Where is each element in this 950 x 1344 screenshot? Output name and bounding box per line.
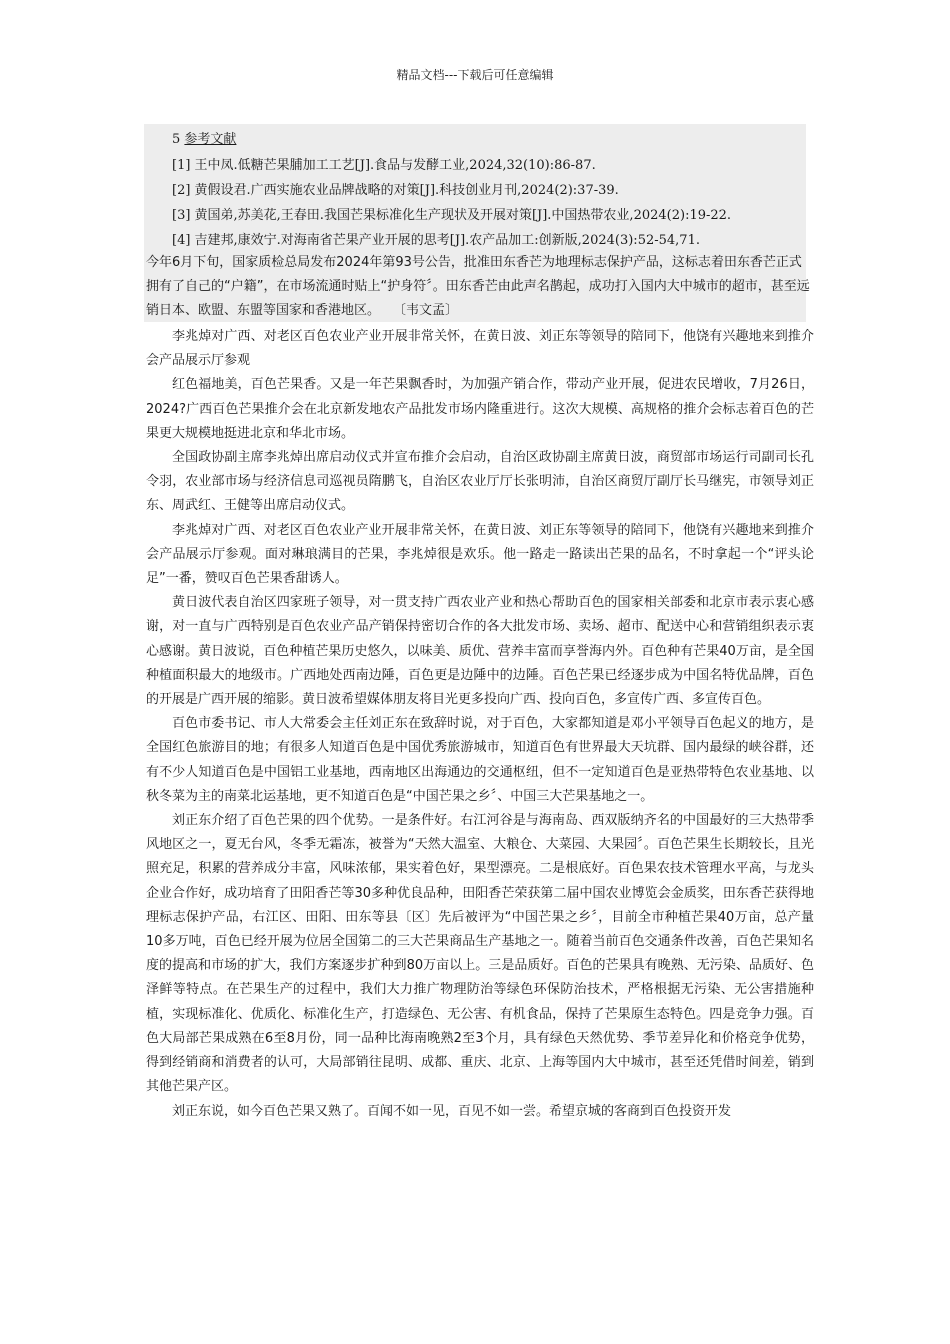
page-header: 精品文档---下载后可任意编辑 bbox=[396, 68, 554, 82]
paragraph: 黄日波代表自治区四家班子领导，对一贯支持广西农业产业和热心帮助百色的国家相关部委和北京市表示衷心感谢，对一直与广西特别是百色农业产品产销保持密切合作的各大批发市场、卖场、超市、配送中心和营销组织表示衷心感谢。黄日波说，百色种植芒果历史悠久，以味美、质优、营养丰富而享誉海内外。百色种有芒果40万亩，是全国种植面积最大的地级市。广西地处西南边陲，百色更是边陲中的边陲。百色芒果已经逐步成为中国名特优品牌，百色的开展是广西开展的缩影。黄日波希望媒体朋友将目光更多投向广西、投向百色，多宣传广西、多宣传百色。 bbox=[146, 595, 814, 708]
references-title: 参考文献 bbox=[184, 132, 237, 147]
references-heading bbox=[172, 128, 236, 147]
references-number: 5 bbox=[172, 132, 185, 147]
paragraph: 李兆焯对广西、对老区百色农业产业开展非常关怀，在黄日波、刘正东等领导的陪同下，他饶有兴趣地来到推介会产品展示厅参观 bbox=[146, 329, 814, 369]
paragraph: 全国政协副主席李兆焯出席启动仪式并宣布推介会启动，自治区政协副主席黄日波，商贸部市场运行司副司长孔令羽，农业部市场与经济信息司巡视员隋鹏飞，自治区农业厅厅长张明沛，自治区商贸厅副厅长马继宪，市领导刘正东、周武红、王健等出席启动仪式。 bbox=[146, 450, 814, 514]
reference-item: [3] 黄国弟,苏美花,王春田.我国芒果标准化生产现状及开展对策[J].中国热带农业,2024(2):19-22. bbox=[172, 208, 732, 223]
paragraph: 百色市委书记、市人大常委会主任刘正东在致辞时说，对于百色，大家都知道是邓小平领导百色起义的地方，是全国红色旅游目的地；有很多人知道百色是中国优秀旅游城市，知道百色有世界最大天坑群、国内最绿的峡谷群，还有不少人知道百色是中国铝工业基地，西南地区出海通边的交通枢纽，但不一定知道百色是亚热带特色农业基地、以秋冬菜为主的南菜北运基地，更不知道百色是“中国芒果之乡〞、中国三大芒果基地之一。 bbox=[146, 716, 814, 804]
reference-item: [2] 黄假设君.广西实施农业品牌战略的对策[J].科技创业月刊,2024(2):37-39. bbox=[172, 183, 619, 198]
reference-item: [1] 王中凤.低糖芒果脯加工工艺[J].食品与发酵工业,2024,32(10):86-87. bbox=[172, 158, 596, 173]
paragraph: 刘正东说，如今百色芒果又熟了。百闻不如一见，百见不如一尝。希望京城的客商到百色投资开发 bbox=[172, 1103, 732, 1119]
paragraph: 李兆焯对广西、对老区百色农业产业开展非常关怀，在黄日波、刘正东等领导的陪同下，他饶有兴趣地来到推介会产品展示厅参观。面对琳琅满目的芒果，李兆焯很是欢乐。他一路走一路读出芒果的品名，不时拿起一个“评头论足”一番，赞叹百色芒果香甜诱人。 bbox=[146, 522, 814, 587]
reference-item: [4] 吉建邦,康效宁.对海南省芒果产业开展的思考[J].农产品加工:创新版,2024(3):52-54,71. bbox=[172, 233, 700, 248]
paragraph: 刘正东介绍了百色芒果的四个优势。一是条件好。右江河谷是与海南岛、西双版纳齐名的中国最好的三大热带季风地区之一，夏无台风，冬季无霜冻，被誉为“天然大温室、大粮仓、大菜园、大果园〞。百色芒果生长期较长，且光照充足，积累的营养成分丰富，风味浓郁，果实着色好，果型漂亮。二是根底好。百色果农技术管理水平高，与龙头企业合作好，成功培育了田阳香芒等30多种优良品种，田阳香芒荣获第二届中国农业博览会金质奖，田东香芒获得地理标志保护产品，右江区、田阳、田东等县〔区〕先后被评为“中国芒果之乡〞，目前全市种植芒果40万亩，总产量10多万吨，百色已经开展为位居全国第二的三大芒果商品生产基地之一。随着当前百色交通条件改善，百色芒果知名度的提高和市场的扩大，我们方案逐步扩种到80万亩以上。三是品质好。百色的芒果具有晚熟、无污染、品质好、色泽鲜等特点。在芒果生产的过程中，我们大力推广物理防治等绿色环保防治技术，严格根据无污染、无公害措施种植，实现标准化、优质化、标准化生产，打造绿色、无公害、有机食品，保持了芒果原生态特色。四是竞争力强。百色大局部芒果成熟在6至8月份，同一品种比海南晚熟2至3个月，具有绿色天然优势、季节差异化和价格竞争优势，得到经销商和消费者的认可，大局部销往昆明、成都、重庆、北京、上海等国内大中城市，甚至还凭借时间差，销到其他芒果产区。 bbox=[146, 813, 814, 1095]
article-body bbox=[146, 325, 814, 1124]
notice-paragraph: 今年6月下旬，国家质检总局发布2024年第93号公告，批准田东香芒为地理标志保护产品，这标志着田东香芒正式拥有了自己的“户籍”，在市场流通时贴上“护身符〞。田东香芒由此声名鹊起，成功打入国内大中城市的超市，甚至远销日本、欧盟、东盟等国家和香港地区。 〔韦文孟〕 bbox=[146, 255, 810, 318]
paragraph: 红色福地美，百色芒果香。又是一年芒果飘香时，为加强产销合作，带动产业开展，促进农民增收，7月26日，2024?广西百色芒果推介会在北京新发地农产品批发市场内隆重进行。这次大规模、高规格的推介会标志着百色的芒果更大规模地挺进北京和华北市场。 bbox=[146, 377, 814, 441]
